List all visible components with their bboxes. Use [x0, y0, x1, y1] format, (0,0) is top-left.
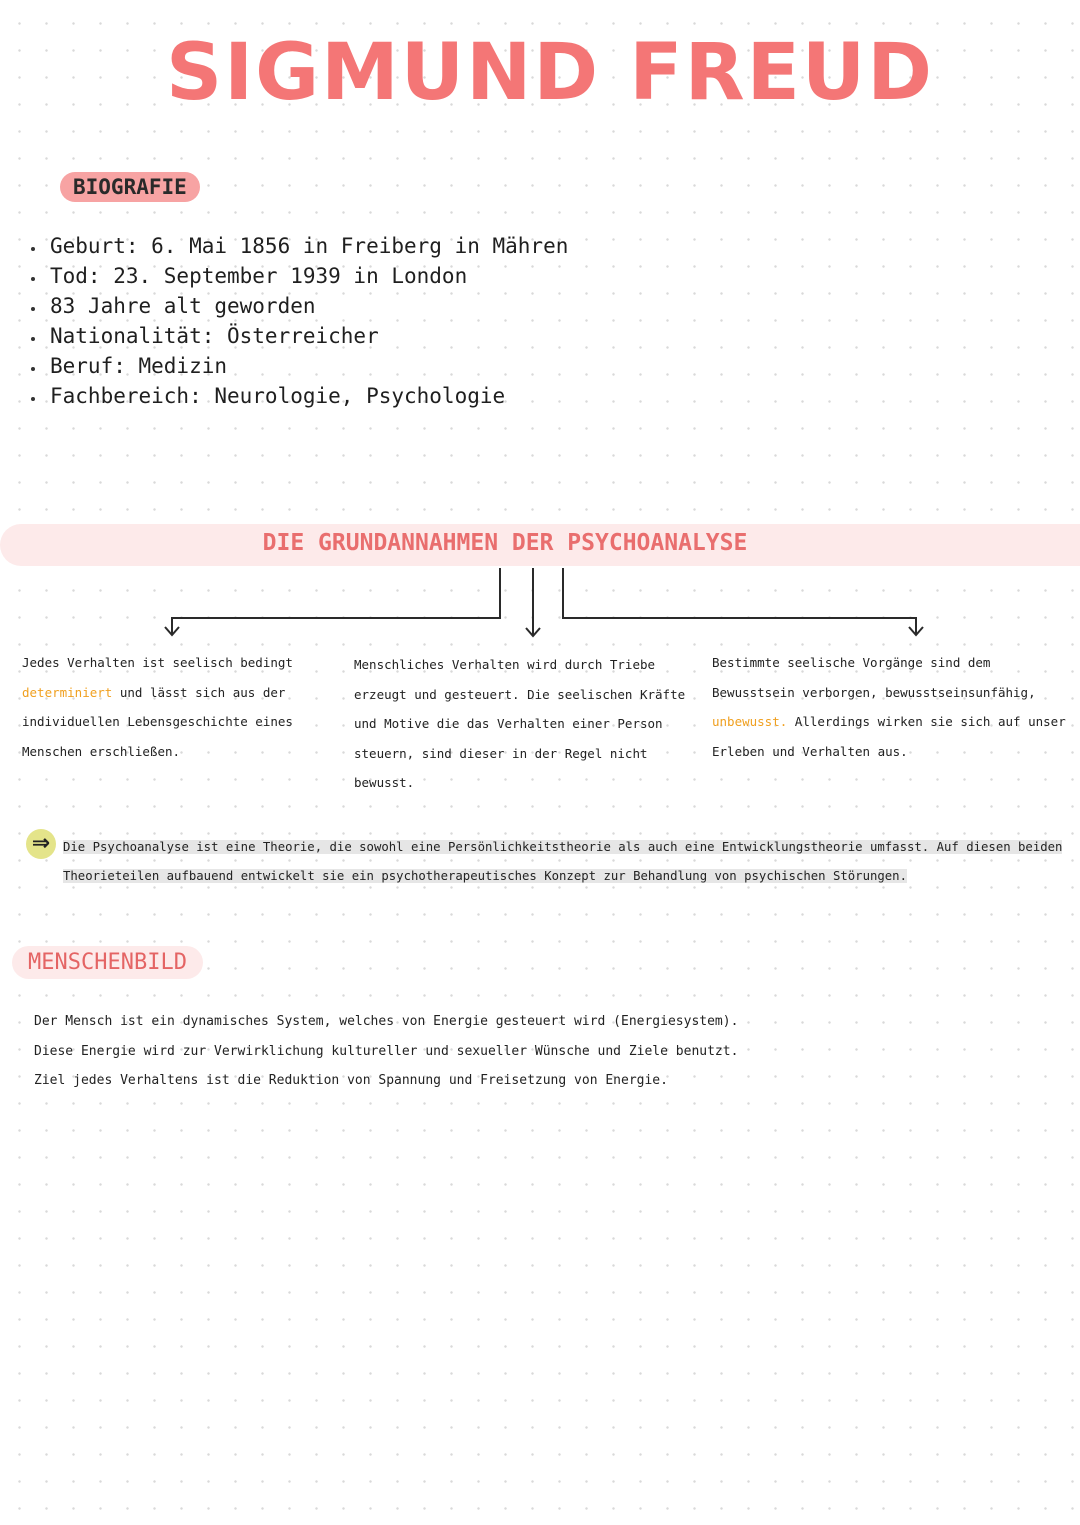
- branch-middle-arrow: [526, 568, 540, 636]
- biography-item: Beruf: Medizin: [25, 354, 568, 384]
- biography-item: Nationalität: Österreicher: [25, 324, 568, 354]
- assumption-text: und lässt sich aus der individuellen Lebensgeschichte eines Menschen erschließen.: [22, 684, 293, 759]
- page-title: SIGMUND FREUD: [165, 28, 935, 118]
- psychoanalysis-summary: [63, 833, 1063, 891]
- biography-item: Geburt: 6. Mai 1856 in Freiberg in Mähren: [25, 234, 568, 264]
- biography-item: Tod: 23. September 1939 in London: [25, 264, 568, 294]
- assumption-text: Jedes Verhalten ist seelisch bedingt: [22, 655, 293, 670]
- menschenbild-line: Diese Energie wird zur Verwirklichung kultureller und sexueller Wünsche und Ziele benutzt.: [34, 1043, 739, 1059]
- biography-item: Fachbereich: Neurologie, Psychologie: [25, 384, 568, 414]
- assumption-text: Allerdings wirken sie sich auf unser Erleben und Verhalten aus.: [712, 714, 1066, 759]
- assumption-text: Bestimmte seelische Vorgänge sind dem Bewusstsein verborgen, bewusstseinsunfähig,: [712, 655, 1036, 700]
- menschenbild-heading: MENSCHENBILD: [12, 946, 203, 979]
- assumption-unconscious: [712, 648, 1068, 766]
- menschenbild-line: Der Mensch ist ein dynamisches System, welches von Energie gesteuert wird (Energiesystem).: [34, 1014, 739, 1029]
- assumption-drives: Menschliches Verhalten wird durch Triebe erzeugt und gesteuert. Die seelischen Kräfte und Motive die das Verhalten einer Person steuern, sind dieser in der Regel nicht bewusst.: [354, 657, 686, 790]
- psychoanalysis-heading: DIE GRUNDANNAHMEN DER PSYCHOANALYSE: [262, 530, 748, 556]
- assumption-determinism: [22, 648, 342, 766]
- summary-text: aufbauend entwickelt sie ein psychotherapeutisches Konzept zur Behandlung von psychischen Störungen.: [166, 869, 907, 883]
- menschenbild-text: [34, 1007, 754, 1096]
- double-arrow-icon: ⇒: [26, 829, 56, 859]
- summary-text: Die Psychoanalyse ist eine Theorie, die sowohl eine Persönlichkeitstheorie als auch eine Entwicklungstheorie umfasst. Auf diesen beiden Theorieteilen: [63, 840, 1063, 883]
- biography-heading: BIOGRAFIE: [60, 172, 200, 202]
- branch-right-arrow: [563, 568, 923, 635]
- highlight-term: determiniert: [22, 684, 113, 700]
- menschenbild-line: Ziel jedes Verhaltens ist die Reduktion von Spannung und Freisetzung von Energie.: [34, 1073, 668, 1088]
- biography-item: 83 Jahre alt geworden: [25, 294, 568, 324]
- branch-diagram: [0, 564, 1080, 644]
- highlight-term: unbewusst.: [712, 714, 788, 729]
- biography-list: [25, 234, 568, 414]
- branch-left-arrow: [165, 568, 500, 635]
